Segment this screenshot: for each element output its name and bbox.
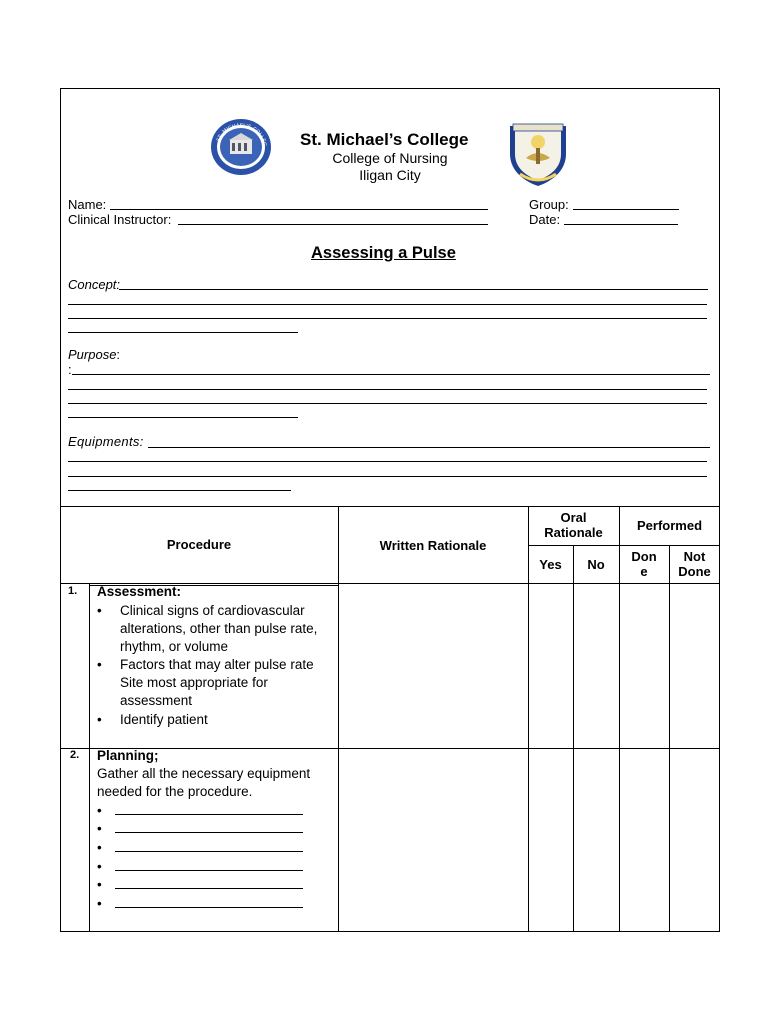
row-heading: Assessment: [97, 584, 182, 599]
purpose-line[interactable] [68, 389, 707, 390]
blank-list-item[interactable]: • [97, 895, 303, 913]
group-label: Group: [529, 197, 569, 212]
concept-line[interactable] [68, 304, 707, 305]
table-done-column-border [669, 545, 670, 932]
concept-label: Concept: [68, 277, 121, 292]
date-field[interactable] [564, 224, 678, 225]
equipments-label: Equipments: [68, 434, 144, 449]
instructor-label: Clinical Instructor: [68, 212, 172, 227]
procedure-header: Procedure [166, 537, 232, 552]
name-field[interactable] [110, 209, 488, 210]
table-top-border [60, 506, 720, 507]
oral-rationale-header: Oral Rationale [544, 510, 603, 540]
done-header: Don e [631, 549, 657, 579]
blank-list-item[interactable]: • [97, 820, 303, 838]
instructor-field[interactable] [178, 224, 488, 225]
college-name: St. Michael’s College [300, 130, 469, 149]
city-name: Iligan City [359, 167, 421, 183]
equipments-line[interactable] [68, 461, 707, 462]
equipments-line[interactable] [68, 490, 291, 491]
list-item: Factors that may alter pulse rate Site most appropriate for assessment [120, 657, 314, 708]
blank-list-item[interactable]: • [97, 858, 303, 876]
purpose-label: Purpose: [68, 347, 121, 362]
yes-header: Yes [539, 557, 562, 572]
table-row-border [60, 748, 720, 749]
bullet-dot: • [97, 657, 102, 672]
row-number: 2. [70, 749, 80, 761]
concept-line[interactable] [68, 332, 298, 333]
purpose-line[interactable] [68, 403, 707, 404]
nursing-shield-logo [504, 120, 572, 188]
row-text: Gather all the necessary equipment needed for the procedure. [97, 766, 311, 799]
purpose-line[interactable] [68, 417, 298, 418]
no-header: No [587, 557, 605, 572]
concept-line[interactable] [68, 318, 707, 319]
name-label: Name: [68, 197, 107, 212]
blank-list-item[interactable]: • [97, 839, 303, 857]
bullet-dot: • [97, 603, 102, 618]
college-seal-logo [210, 118, 272, 176]
purpose-lead-colon: : [68, 362, 72, 377]
blank-list-item[interactable]: • [97, 876, 303, 894]
equipments-line[interactable] [68, 476, 707, 477]
group-field[interactable] [573, 209, 679, 210]
equipments-line[interactable] [148, 447, 710, 448]
blank-list-item[interactable]: • [97, 802, 303, 820]
table-yes-column-border [573, 545, 574, 932]
performed-header: Performed [636, 518, 703, 533]
list-item: Identify patient [120, 712, 208, 727]
table-subheader-border [528, 545, 720, 546]
list-item: Clinical signs of cardiovascular alterations, other than pulse rate, rhythm, or volume [120, 603, 318, 654]
table-procedure-column-border [338, 506, 339, 932]
form-title: Assessing a Pulse [311, 244, 456, 262]
row-number: 1. [68, 585, 78, 597]
written-rationale-header: Written Rationale [379, 538, 487, 553]
department-name: College of Nursing [332, 150, 448, 166]
row-heading: Planning; [97, 748, 159, 763]
table-number-column-border [89, 584, 90, 932]
purpose-line[interactable] [72, 374, 710, 375]
seal-text: ST. MICHAEL'S COLLEG [215, 122, 268, 147]
bullet-dot: • [97, 712, 102, 727]
date-label: Date: [529, 212, 561, 227]
concept-line[interactable] [119, 289, 708, 290]
not-done-header: Not Done [678, 549, 711, 579]
